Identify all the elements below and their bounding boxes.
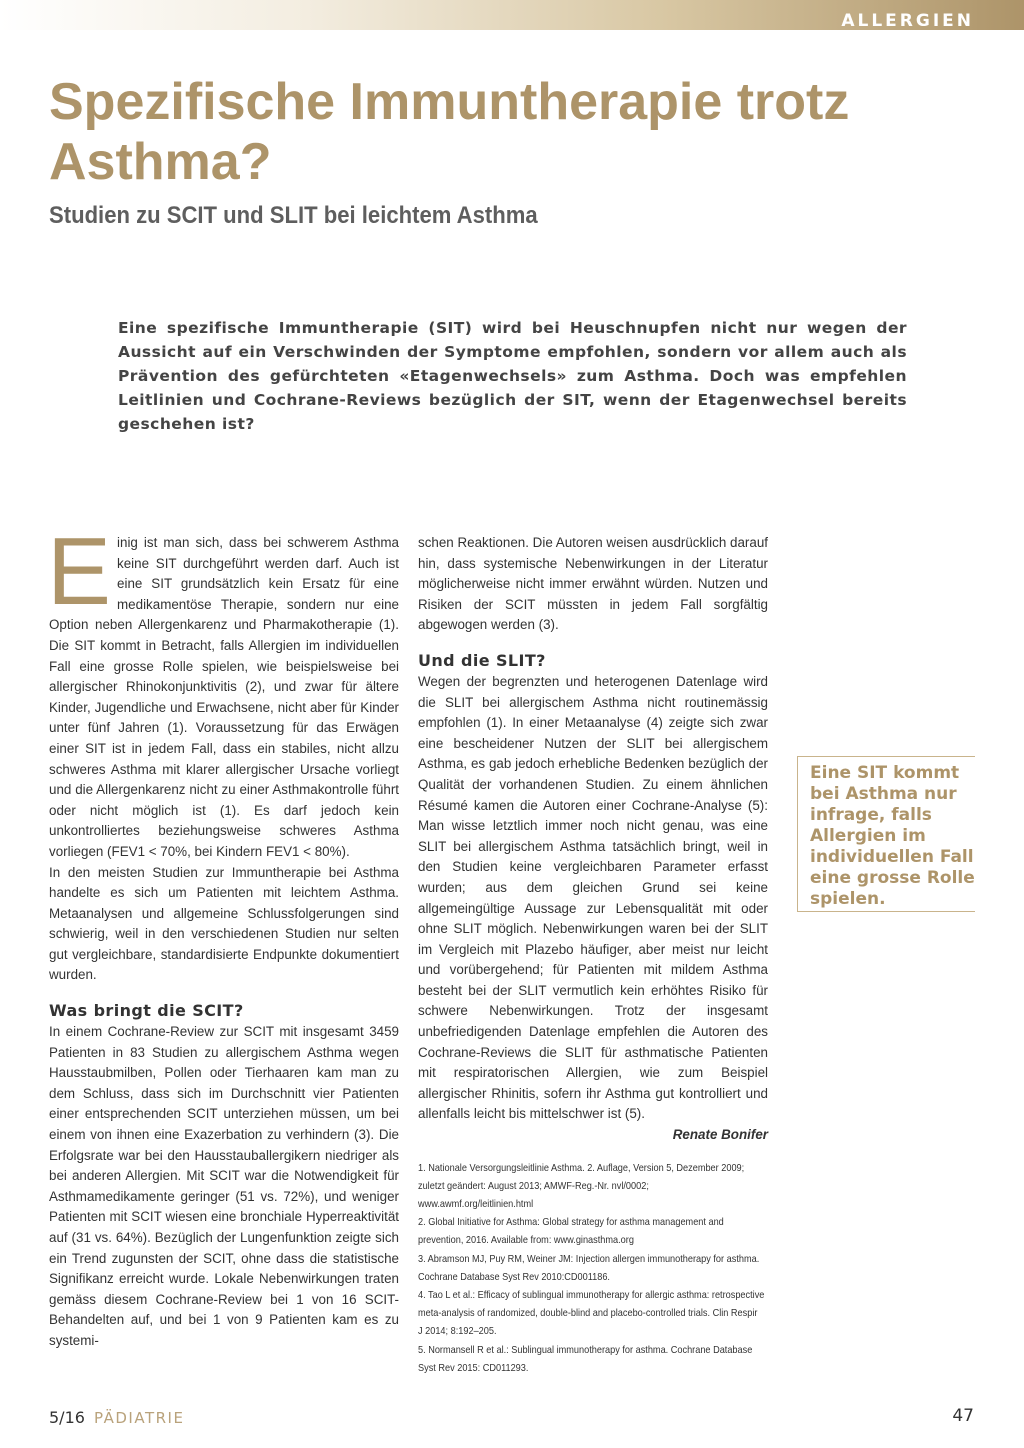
- intro-paragraph-2: In den meisten Studien zur Immuntherapie bei Asthma handelte es sich um Patienten mit leichtem Asthma. Metaanalysen und allgemeine Schlussfolgerungen sind schwierig, weil in den verschiedenen Studien nur selten gut vergleichbare, standardisierte Endpunkte dokumentiert wurden.: [49, 864, 399, 983]
- slit-heading: Und die SLIT?: [418, 650, 546, 670]
- author-name: Renate Bonifer: [672, 1127, 768, 1143]
- pull-quote-text: Eine SIT kommt bei Asthma nur infrage, falls Allergien im individuellen Fall eine grosse Rolle spielen.: [810, 763, 975, 909]
- reference-item: 5. Normansell R et al.: Sublingual immunotherapy for asthma. Cochrane Database Syst Rev 2015: CD011293.: [418, 1344, 753, 1374]
- page-number: 47: [952, 1406, 974, 1426]
- slit-paragraph: Wegen der begrenzten und heterogenen Datenlage wird die SLIT bei allergischem Asthma nicht routinemässig empfohlen (1). In einer Metaanalyse (4) zeigte sich zwar eine bescheidener Nutzen der SLIT bei allergischem Asthma, es gab jedoch erhebliche Bedenken bezüglich der Qualität der vorhandenen Studien. Zu einem ähnlichen Résumé kamen die Autoren einer Cochrane-Analyse (5): Man wisse letztlich immer noch nicht genau, was eine SLIT bei allergischem Asthma tatsächlich bringt, weil in den Studien keine vergleichbaren Parameter erfasst wurden; aus dem gleichen Grund sei keine allgemeingültige Aussage zur Lebensqualität mit oder ohne SLIT möglich. Nebenwirkungen waren bei der SLIT im Vergleich mit Plazebo häufiger, aber meist nur leicht und vorübergehend; für Patienten mit mildem Asthma besteht bei der SLIT vermutlich kein erhöhtes Risiko für schwere Nebenwirkungen. Trotz der insgesamt unbefriedigenden Datenlage empfehlen die Autoren des Cochrane-Reviews die SLIT für asthmatische Patienten mit respiratorischen Allergien, wie zum Beispiel allergischer Rhinitis, sofern ihr Asthma gut kontrolliert und allenfalls leicht bis mittelschwer ist (5).: [418, 673, 768, 1122]
- footer-issue: [49, 1408, 184, 1427]
- column-left: [47, 518, 399, 1352]
- scit-heading: Was bringt die SCIT?: [49, 1001, 244, 1021]
- references-list: [418, 1160, 765, 1378]
- reference-item: 2. Global Initiative for Asthma: Global strategy for asthma management and prevention, 2016. Available from: www.ginasthma.org: [418, 1217, 724, 1247]
- intro-paragraph: [47, 518, 399, 863]
- reference-item: 4. Tao L et al.: Efficacy of sublingual immunotherapy for allergic asthma: retrospective meta-analysis of randomized, double-blind and placebo-controlled trials. Clin Respir J 2014; 8:192–205.: [418, 1290, 765, 1338]
- reference-item: 1. Nationale Versorgungsleitlinie Asthma. 2. Auflage, Version 5, Dezember 2009; zuletzt geändert: August 2013; AMWF-Reg.-Nr. nvl/0002; www.awmf.org/leitlinien.html: [418, 1162, 745, 1211]
- issue-number: 5/16: [49, 1408, 85, 1427]
- scit-paragraph: In einem Cochrane-Review zur SCIT mit insgesamt 3459 Patienten in 83 Studien zu allergischem Asthma wegen Hausstaubmilben, Pollen oder Tierhaaren kam man zu dem Schluss, dass sich im Durchschnitt vier Patienten einer entsprechenden SCIT unterziehen müssen, um bei einem von ihnen eine Exazerbation zu verhindern (3). Die Erfolgsrate war bei den Hausstauballergikern niedriger als bei anderen Allergien. Mit SCIT war die Notwendigkeit für Asthmamedikamente geringer (51 vs. 72%), und weniger Patienten mit SCIT wiesen eine bronchiale Hyperreaktivität auf (31 vs. 64%). Bezüglich der Lungenfunktion zeigte sich ein Trend zugunsten der SCIT, ohne dass die statistische Signifikanz erreicht wurde. Lokale Nebenwirkungen traten gemäss diesem Cochrane-Review bei 1 von 16 SCIT-Behandelten auf, und bei 1 von 9 Patienten kam es zu systemi-: [49, 1024, 399, 1348]
- pull-quote-box: [797, 756, 975, 912]
- reference-item: 3. Abramson MJ, Puy RM, Weiner JM: Injection allergen immunotherapy for asthma. Cochrane Database Syst Rev 2010:CD001186.: [418, 1253, 760, 1283]
- column-middle: [418, 533, 768, 1378]
- journal-name: PÄDIATRIE: [94, 1409, 185, 1427]
- drop-cap: E: [47, 518, 112, 625]
- intro-text: inig ist man sich, dass bei schwerem Asthma keine SIT durchgeführt werden darf. Auch ist eine SIT grundsätzlich kein Ersatz für eine medikamentöse Therapie, sondern nur eine Option neben Allergenkarenz und Pharmakotherapie (1). Die SIT kommt in Betracht, falls Allergien im individuellen Fall eine grosse Rolle spielen, wie beispielsweise bei allergischer Rhinokonjunktivitis (2), und zwar für ältere Kinder, Jugendliche und Erwachsene, nicht aber für Kinder unter fünf Jahren (1). Voraussetzung für das Erwägen einer SIT ist in jedem Fall, dass ein stabiles, nicht allzu schweres Asthma mit klarer allergischer Ursache vorliegt und die Allergenkarenz nicht zu einer Asthmakontrolle führt oder nicht möglich ist (1). Es darf jedoch kein unkontrolliertes beziehungsweise schweres Asthma vorliegen (FEV1 < 70%, bei Kindern FEV1 < 80%).: [49, 535, 399, 859]
- lead-paragraph: Eine spezifische Immuntherapie (SIT) wird bei Heuschnupfen nicht nur wegen der Aussicht auf ein Verschwinden der Symptome empfohlen, sondern vor allem auch als Prävention des gefürchteten «Etagenwechsels» zum Asthma. Doch was empfehlen Leitlinien und Cochrane-Reviews bezüglich der SIT, wenn der Etagenwechsel bereits geschehen ist?: [118, 319, 907, 433]
- article-title: Spezifische Immuntherapie trotz Asthma?: [49, 73, 850, 191]
- section-tag: ALLERGIEN: [841, 11, 974, 31]
- scit-continuation: schen Reaktionen. Die Autoren weisen ausdrücklich darauf hin, dass systemische Nebenwirkungen in der Literatur möglicherweise nicht immer erwähnt würden. Nutzen und Risiken der SCIT müssten in jedem Fall sorgfältig abgewogen werden (3).: [418, 535, 768, 633]
- article-subtitle: Studien zu SCIT und SLIT bei leichtem Asthma: [49, 202, 538, 229]
